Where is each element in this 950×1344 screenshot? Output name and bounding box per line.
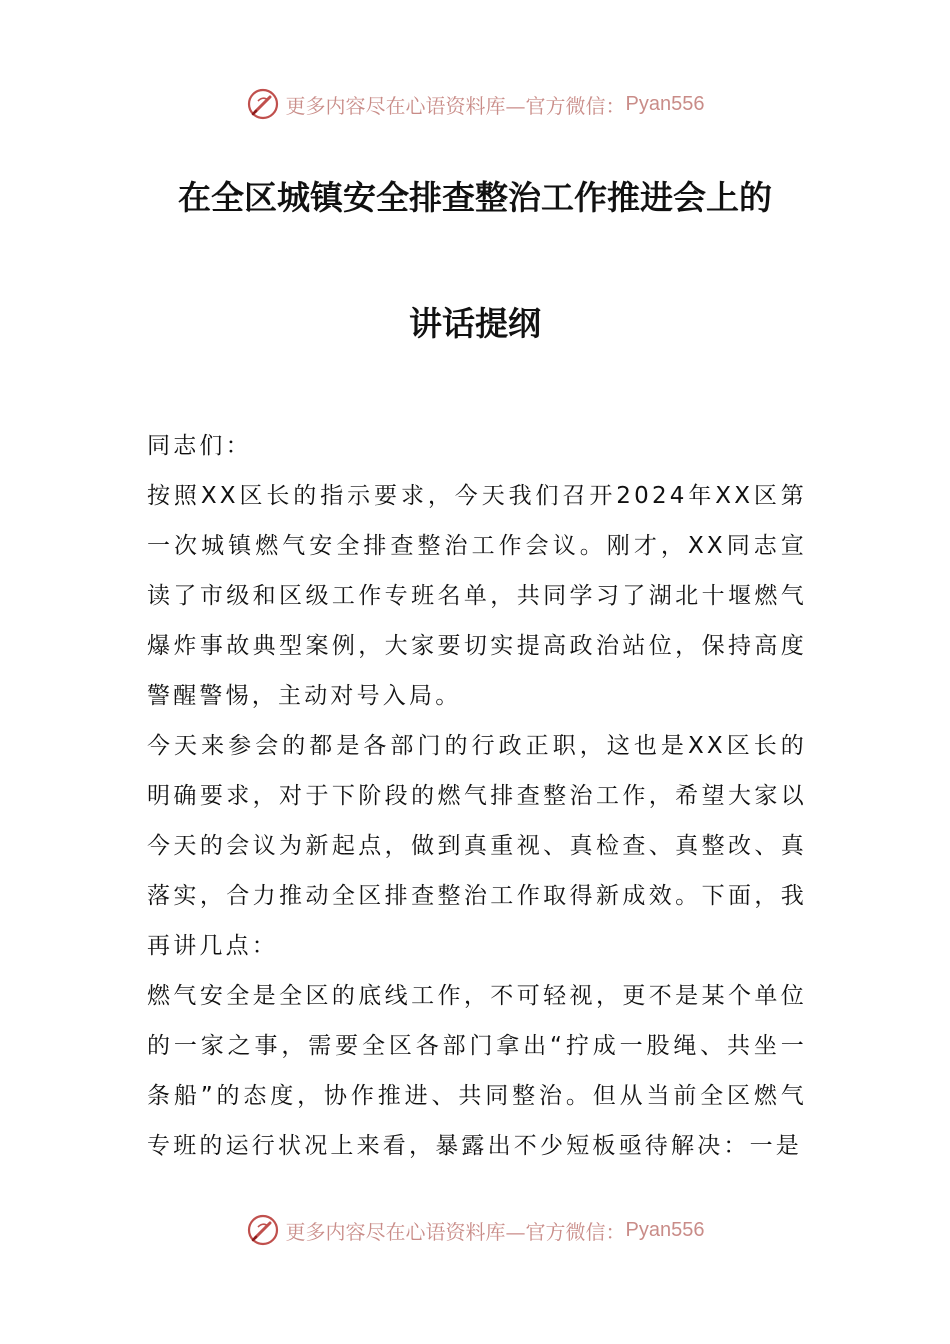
watermark-header xyxy=(0,84,950,124)
document-title-line-2: 讲话提纲 xyxy=(409,304,541,343)
paragraph-2: 今天来参会的都是各部门的行政正职，这也是XX区长的明确要求，对于下阶段的燃气排查整治工作，希望大家以今天的会议为新起点，做到真重视、真检查、真整改、真落实，合力推动全区排查整治工作取得新成效。下面，我再讲几点： xyxy=(147,733,807,959)
watermark-text: 更多内容尽在心语资料库—官方微信： xyxy=(285,93,626,118)
paragraph-3: 燃气安全是全区的底线工作，不可轻视，更不是某个单位的一家之事，需要全区各部门拿出“拧成一股绳、共坐一条船”的态度，协作推进、共同整治。但从当前全区燃气专班的运行状况上来看，暴露出不少短板亟待解决：一是 xyxy=(147,983,807,1159)
paragraph-1: 按照XX区长的指示要求，今天我们召开2024年XX区第一次城镇燃气安全排查整治工作会议。刚才，XX同志宣读了市级和区级工作专班名单，共同学习了湖北十堰燃气爆炸事故典型案例，大家要切实提高政治站位，保持高度警醒警惕，主动对号入局。 xyxy=(147,483,807,709)
pen-logo-icon xyxy=(246,1213,280,1247)
watermark-id: Pyan556 xyxy=(625,92,705,115)
watermark-id: Pyan556 xyxy=(625,1218,705,1241)
salutation: 同志们： xyxy=(147,433,252,459)
watermark-footer xyxy=(0,1210,950,1250)
pen-logo-icon xyxy=(246,87,280,121)
document-title-line-1: 在全区城镇安全排查整治工作推进会上的 xyxy=(178,178,772,217)
watermark-text: 更多内容尽在心语资料库—官方微信： xyxy=(285,1219,626,1244)
document-body xyxy=(147,421,807,1171)
